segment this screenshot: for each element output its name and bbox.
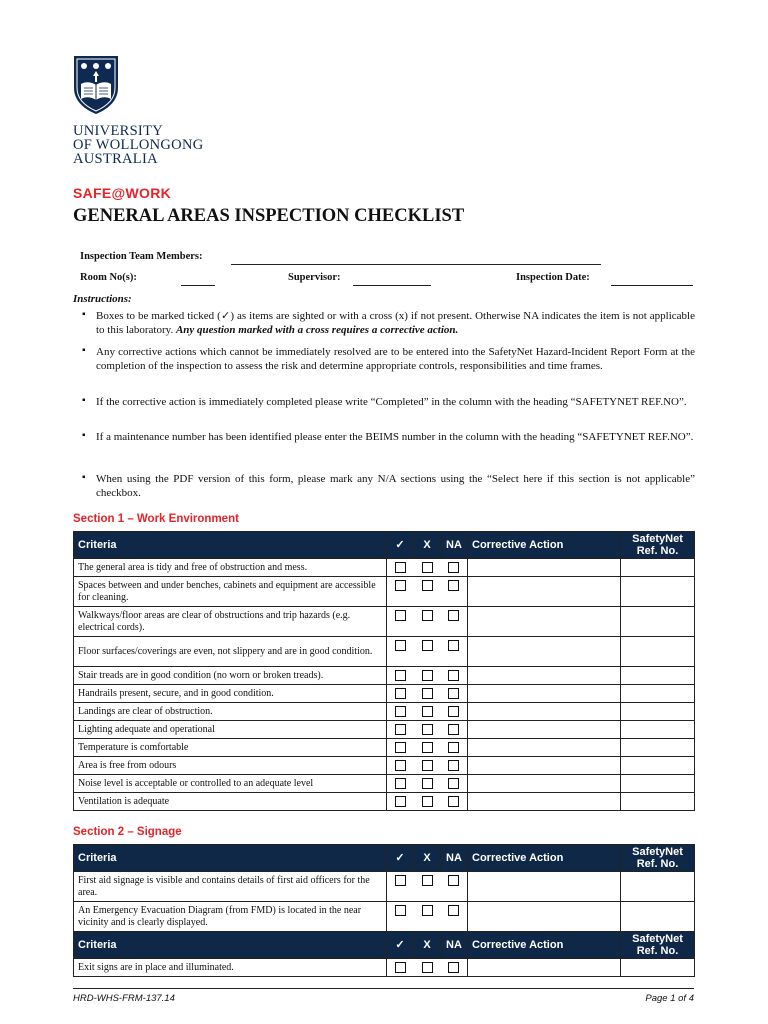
- na-cell[interactable]: [441, 902, 468, 932]
- cross-checkbox[interactable]: [422, 610, 433, 621]
- tick-cell[interactable]: [387, 959, 414, 977]
- inspection-date-label: Inspection Date:: [516, 272, 590, 283]
- table-row: [74, 739, 695, 757]
- inspection-date-field: [516, 272, 590, 283]
- instruction-emphasis: Any question marked with a cross requires a corrective action.: [175, 324, 459, 336]
- na-checkbox[interactable]: [448, 875, 459, 886]
- tick-cell[interactable]: [387, 775, 414, 793]
- cross-checkbox[interactable]: [422, 670, 433, 681]
- table-row: [74, 793, 695, 811]
- corrective-action-header: Corrective Action: [468, 532, 621, 559]
- na-cell[interactable]: [441, 559, 468, 577]
- cross-cell[interactable]: [414, 667, 441, 685]
- na-cell[interactable]: [441, 685, 468, 703]
- cross-checkbox[interactable]: [422, 706, 433, 717]
- tick-checkbox[interactable]: [395, 760, 406, 771]
- safetynet-ref-cell[interactable]: [621, 667, 695, 685]
- corrective-action-cell[interactable]: [468, 793, 621, 811]
- team-members-field[interactable]: [80, 251, 203, 262]
- table-header-row: [74, 532, 695, 559]
- cross-cell[interactable]: [414, 902, 441, 932]
- cross-cell[interactable]: [414, 685, 441, 703]
- tick-checkbox[interactable]: [395, 875, 406, 886]
- tick-cell[interactable]: [387, 872, 414, 902]
- na-checkbox[interactable]: [448, 562, 459, 573]
- na-checkbox[interactable]: [448, 778, 459, 789]
- bullet-icon: ▪: [82, 472, 86, 483]
- bullet-icon: ▪: [82, 345, 86, 356]
- cross-cell[interactable]: [414, 959, 441, 977]
- room-label: Room No(s):: [80, 272, 137, 283]
- cross-checkbox[interactable]: [422, 962, 433, 973]
- cross-cell[interactable]: [414, 872, 441, 902]
- na-cell[interactable]: [441, 775, 468, 793]
- safetynet-ref-cell[interactable]: [621, 559, 695, 577]
- table-row: [74, 685, 695, 703]
- cross-header: X: [414, 845, 441, 872]
- tick-cell[interactable]: [387, 667, 414, 685]
- safetynet-ref-cell[interactable]: [621, 721, 695, 739]
- corrective-action-cell[interactable]: [468, 559, 621, 577]
- na-header: NA: [441, 845, 468, 872]
- na-cell[interactable]: [441, 793, 468, 811]
- instruction-item: [82, 309, 695, 337]
- na-cell[interactable]: [441, 721, 468, 739]
- safetynet-ref-cell[interactable]: [621, 757, 695, 775]
- safetynet-ref-cell[interactable]: [621, 902, 695, 932]
- brand-label: SAFE@WORK: [73, 185, 172, 201]
- corrective-action-cell[interactable]: [468, 775, 621, 793]
- na-cell[interactable]: [441, 872, 468, 902]
- tick-checkbox[interactable]: [395, 562, 406, 573]
- safetynet-ref-cell[interactable]: [621, 637, 695, 667]
- tick-cell[interactable]: [387, 793, 414, 811]
- na-cell[interactable]: [441, 703, 468, 721]
- table-row: [74, 757, 695, 775]
- na-header: NA: [441, 932, 468, 959]
- tick-cell[interactable]: [387, 739, 414, 757]
- safetynet-ref-header: SafetyNet Ref. No.: [621, 532, 695, 559]
- criteria-header: Criteria: [74, 845, 387, 872]
- na-checkbox[interactable]: [448, 962, 459, 973]
- corrective-action-cell[interactable]: [468, 959, 621, 977]
- university-name: [73, 124, 204, 166]
- tick-checkbox[interactable]: [395, 796, 406, 807]
- tick-cell[interactable]: [387, 757, 414, 775]
- section-2-title: Section 2 – Signage: [73, 826, 182, 838]
- tick-cell[interactable]: [387, 703, 414, 721]
- na-cell[interactable]: [441, 739, 468, 757]
- corrective-action-cell[interactable]: [468, 577, 621, 607]
- cross-cell[interactable]: [414, 559, 441, 577]
- cross-checkbox[interactable]: [422, 905, 433, 916]
- tick-checkbox[interactable]: [395, 742, 406, 753]
- supervisor-input-line[interactable]: [353, 275, 431, 286]
- section-1-table: [73, 531, 695, 811]
- instruction-item: [82, 345, 695, 373]
- instruction-text: If a maintenance number has been identified please enter the BEIMS number in the column with the heading “SAFETYNET REF.NO”.: [96, 431, 694, 443]
- na-cell[interactable]: [441, 577, 468, 607]
- corrective-action-cell[interactable]: [468, 721, 621, 739]
- page-footer: [73, 988, 694, 1004]
- criteria-cell: First aid signage is visible and contains details of first aid officers for the area.: [74, 872, 387, 902]
- room-input-line[interactable]: [181, 275, 215, 286]
- na-checkbox[interactable]: [448, 760, 459, 771]
- criteria-cell: Landings are clear of obstruction.: [74, 703, 387, 721]
- na-cell[interactable]: [441, 757, 468, 775]
- tick-checkbox[interactable]: [395, 706, 406, 717]
- safetynet-ref-header: SafetyNet Ref. No.: [621, 845, 695, 872]
- table-header-row: [74, 845, 695, 872]
- tick-cell[interactable]: [387, 607, 414, 637]
- criteria-cell: Ventilation is adequate: [74, 793, 387, 811]
- cross-header: X: [414, 932, 441, 959]
- section-1-title: Section 1 – Work Environment: [73, 513, 239, 525]
- corrective-action-cell[interactable]: [468, 872, 621, 902]
- instruction-item: [82, 472, 695, 500]
- tick-checkbox[interactable]: [395, 640, 406, 651]
- corrective-action-header: Corrective Action: [468, 932, 621, 959]
- table-row: [74, 637, 695, 667]
- supervisor-label: Supervisor:: [288, 272, 341, 283]
- cross-cell[interactable]: [414, 703, 441, 721]
- criteria-cell: An Emergency Evacuation Diagram (from FMD) is located in the near vicinity and is clearly displayed.: [74, 902, 387, 932]
- cross-cell[interactable]: [414, 775, 441, 793]
- corrective-action-cell[interactable]: [468, 685, 621, 703]
- bullet-icon: ▪: [82, 395, 86, 406]
- na-cell[interactable]: [441, 637, 468, 667]
- corrective-action-cell[interactable]: [468, 667, 621, 685]
- table-row: [74, 667, 695, 685]
- tick-header: ✓: [387, 845, 414, 872]
- cross-checkbox[interactable]: [422, 688, 433, 699]
- safetynet-ref-cell[interactable]: [621, 703, 695, 721]
- table-row: [74, 703, 695, 721]
- safetynet-ref-cell[interactable]: [621, 793, 695, 811]
- cross-checkbox[interactable]: [422, 875, 433, 886]
- tick-cell[interactable]: [387, 637, 414, 667]
- cross-cell[interactable]: [414, 757, 441, 775]
- criteria-cell: Exit signs are in place and illuminated.: [74, 959, 387, 977]
- criteria-cell: Temperature is comfortable: [74, 739, 387, 757]
- na-checkbox[interactable]: [448, 640, 459, 651]
- na-checkbox[interactable]: [448, 706, 459, 717]
- corrective-action-cell[interactable]: [468, 757, 621, 775]
- cross-checkbox[interactable]: [422, 796, 433, 807]
- form-code: HRD-WHS-FRM-137.14: [73, 993, 175, 1004]
- cross-checkbox[interactable]: [422, 760, 433, 771]
- tick-checkbox[interactable]: [395, 778, 406, 789]
- cross-checkbox[interactable]: [422, 778, 433, 789]
- na-checkbox[interactable]: [448, 688, 459, 699]
- instruction-item: [82, 430, 695, 444]
- instructions-heading: Instructions:: [73, 293, 132, 305]
- instruction-item: [82, 395, 695, 409]
- bullet-icon: ▪: [82, 430, 86, 441]
- cross-checkbox[interactable]: [422, 562, 433, 573]
- criteria-cell: Noise level is acceptable or controlled to an adequate level: [74, 775, 387, 793]
- tick-header: ✓: [387, 932, 414, 959]
- team-members-input-line[interactable]: [231, 254, 601, 265]
- table-row: [74, 872, 695, 902]
- na-cell[interactable]: [441, 607, 468, 637]
- na-checkbox[interactable]: [448, 796, 459, 807]
- university-crest-logo: [72, 54, 120, 116]
- page-number: Page 1 of 4: [645, 993, 694, 1004]
- cross-checkbox[interactable]: [422, 724, 433, 735]
- na-checkbox[interactable]: [448, 670, 459, 681]
- university-name-line: AUSTRALIA: [73, 151, 158, 167]
- corrective-action-header: Corrective Action: [468, 845, 621, 872]
- cross-cell[interactable]: [414, 637, 441, 667]
- safetynet-ref-cell[interactable]: [621, 607, 695, 637]
- criteria-cell: Area is free from odours: [74, 757, 387, 775]
- instruction-text: If the corrective action is immediately completed please write “Completed” in the column with the heading “SAFETYNET REF.NO”.: [96, 396, 687, 408]
- cross-header: X: [414, 532, 441, 559]
- instruction-text: Boxes to be marked ticked (✓) as items are sighted or with a cross (x) if not present. Otherwise NA indicates the item is not applicable to this laboratory.: [96, 310, 695, 336]
- tick-checkbox[interactable]: [395, 962, 406, 973]
- cross-cell[interactable]: [414, 739, 441, 757]
- corrective-action-cell[interactable]: [468, 703, 621, 721]
- criteria-cell: Stair treads are in good condition (no worn or broken treads).: [74, 667, 387, 685]
- corrective-action-cell[interactable]: [468, 739, 621, 757]
- criteria-cell: Floor surfaces/coverings are even, not slippery and are in good condition.: [74, 637, 387, 667]
- criteria-cell: Lighting adequate and operational: [74, 721, 387, 739]
- cross-checkbox[interactable]: [422, 640, 433, 651]
- university-name-line: OF WOLLONGONG: [73, 137, 204, 153]
- page-title: GENERAL AREAS INSPECTION CHECKLIST: [73, 206, 465, 226]
- cross-cell[interactable]: [414, 721, 441, 739]
- corrective-action-cell[interactable]: [468, 902, 621, 932]
- tick-cell[interactable]: [387, 685, 414, 703]
- table-row: [74, 959, 695, 977]
- safetynet-ref-cell[interactable]: [621, 685, 695, 703]
- safetynet-ref-cell[interactable]: [621, 775, 695, 793]
- safetynet-ref-cell[interactable]: [621, 959, 695, 977]
- tick-cell[interactable]: [387, 577, 414, 607]
- table-row: [74, 559, 695, 577]
- inspection-date-input-line[interactable]: [611, 275, 693, 286]
- tick-checkbox[interactable]: [395, 724, 406, 735]
- table-row: [74, 577, 695, 607]
- table-row: [74, 607, 695, 637]
- tick-cell[interactable]: [387, 902, 414, 932]
- safetynet-ref-cell[interactable]: [621, 577, 695, 607]
- university-name-line: UNIVERSITY: [73, 123, 163, 139]
- cross-checkbox[interactable]: [422, 742, 433, 753]
- table-row: [74, 775, 695, 793]
- criteria-cell: Walkways/floor areas are clear of obstructions and trip hazards (e.g. electrical cords).: [74, 607, 387, 637]
- na-header: NA: [441, 532, 468, 559]
- instruction-text: Any corrective actions which cannot be immediately resolved are to be entered into the SafetyNet Hazard-Incident Report Form at the completion of the inspection to assess the risk and determine appropriate controls, responsibilities and time frames.: [96, 346, 695, 372]
- na-checkbox[interactable]: [448, 905, 459, 916]
- corrective-action-cell[interactable]: [468, 637, 621, 667]
- criteria-cell: Handrails present, secure, and in good condition.: [74, 685, 387, 703]
- tick-checkbox[interactable]: [395, 610, 406, 621]
- section-2-table: [73, 844, 695, 977]
- na-cell[interactable]: [441, 667, 468, 685]
- table-header-row: [74, 932, 695, 959]
- tick-cell[interactable]: [387, 559, 414, 577]
- cross-cell[interactable]: [414, 793, 441, 811]
- tick-checkbox[interactable]: [395, 905, 406, 916]
- criteria-cell: Spaces between and under benches, cabinets and equipment are accessible for cleaning.: [74, 577, 387, 607]
- criteria-cell: The general area is tidy and free of obstruction and mess.: [74, 559, 387, 577]
- safetynet-ref-header: SafetyNet Ref. No.: [621, 932, 695, 959]
- table-row: [74, 902, 695, 932]
- na-checkbox[interactable]: [448, 610, 459, 621]
- criteria-header: Criteria: [74, 932, 387, 959]
- corrective-action-cell[interactable]: [468, 607, 621, 637]
- tick-header: ✓: [387, 532, 414, 559]
- na-checkbox[interactable]: [448, 580, 459, 591]
- table-row: [74, 721, 695, 739]
- tick-checkbox[interactable]: [395, 670, 406, 681]
- cross-cell[interactable]: [414, 607, 441, 637]
- na-checkbox[interactable]: [448, 724, 459, 735]
- supervisor-field: [288, 272, 341, 283]
- tick-checkbox[interactable]: [395, 580, 406, 591]
- tick-cell[interactable]: [387, 721, 414, 739]
- bullet-icon: ▪: [82, 309, 86, 320]
- team-members-label: Inspection Team Members:: [80, 251, 203, 262]
- cross-cell[interactable]: [414, 577, 441, 607]
- room-field: [80, 272, 137, 283]
- safetynet-ref-cell[interactable]: [621, 872, 695, 902]
- safetynet-ref-cell[interactable]: [621, 739, 695, 757]
- na-checkbox[interactable]: [448, 742, 459, 753]
- tick-checkbox[interactable]: [395, 688, 406, 699]
- cross-checkbox[interactable]: [422, 580, 433, 591]
- criteria-header: Criteria: [74, 532, 387, 559]
- na-cell[interactable]: [441, 959, 468, 977]
- instruction-text: When using the PDF version of this form, please mark any N/A sections using the “Select here if this section is not applicable” checkbox.: [96, 473, 695, 499]
